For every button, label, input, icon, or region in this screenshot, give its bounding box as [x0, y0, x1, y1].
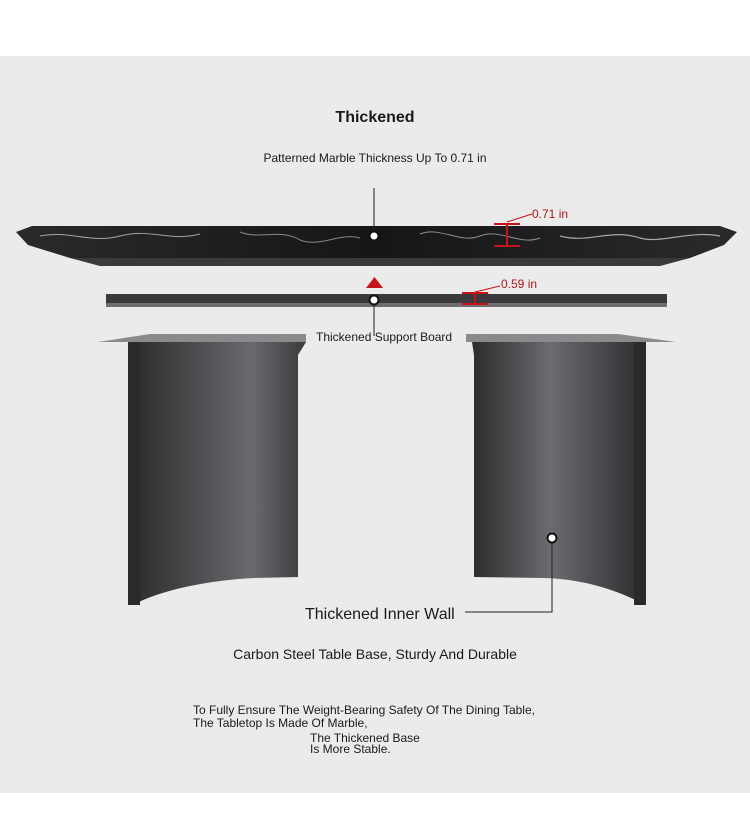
description-line: Is More Stable. [310, 742, 391, 756]
page-title: Thickened [335, 109, 415, 126]
left-leg [98, 334, 306, 605]
marble-thickness-label: 0.71 in [532, 207, 569, 221]
arrow-up-icon [366, 277, 383, 288]
marble-thickness-caption: Patterned Marble Thickness Up To 0.71 in [263, 151, 487, 165]
description-line: To Fully Ensure The Weight-Bearing Safety Of The Dining Table, [193, 703, 535, 717]
board-thickness-label: 0.59 in [501, 277, 538, 291]
inner-wall-label: Thickened Inner Wall [305, 606, 455, 623]
callout-dot-icon [548, 534, 557, 543]
callout-dot-icon [370, 296, 379, 305]
support-board-label: Thickened Support Board [316, 330, 453, 344]
description-line: The Thickened Base [310, 731, 420, 745]
support-board [106, 294, 667, 307]
callout-dot-icon [370, 232, 379, 241]
description-line: The Tabletop Is Made Of Marble, [193, 716, 368, 730]
right-leg [466, 334, 676, 605]
base-caption: Carbon Steel Table Base, Sturdy And Durable [233, 646, 517, 662]
